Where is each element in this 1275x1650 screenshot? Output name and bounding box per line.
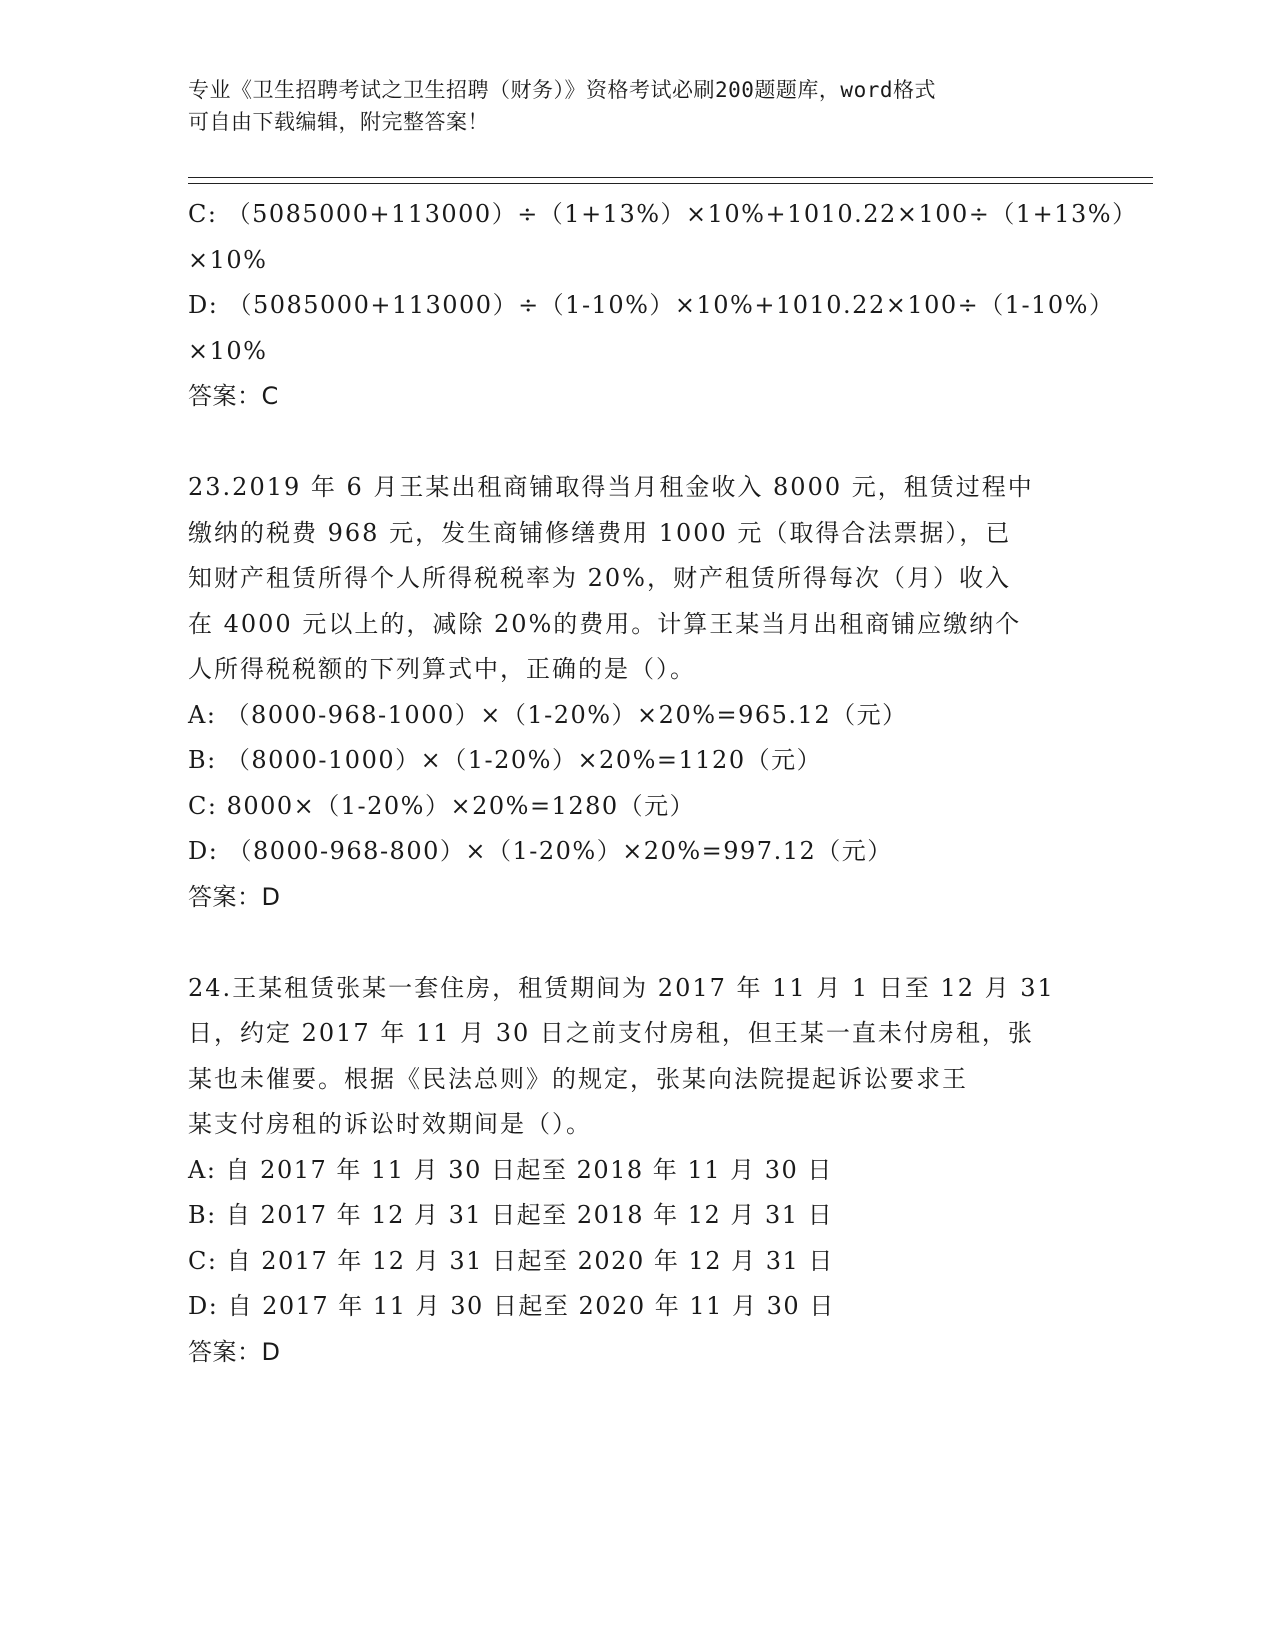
stem-line: 23.2019 年 6 月王某出租商铺取得当月租金收入 8000 元，租赁过程中 (188, 473, 1034, 501)
option-c: C: 自 2017 年 12 月 31 日起至 2020 年 12 月 31 日 (188, 1246, 834, 1275)
option-a: A: 自 2017 年 11 月 30 日起至 2018 年 11 月 30 日 (188, 1155, 833, 1184)
answer-line: 答案：D (188, 1337, 281, 1366)
header-title-line2: 可自由下载编辑，附完整答案！ (188, 110, 489, 134)
question-24 (188, 966, 1088, 1376)
spacer (188, 920, 1088, 966)
option-d: D: （8000-968-800）×（1-20%）×20%=997.12（元） (188, 837, 893, 865)
option-b: B: （8000-1000）×（1-20%）×20%=1120（元） (188, 746, 823, 774)
answer-line: 答案：C (188, 382, 279, 410)
header-title-line1: 专业《卫生招聘考试之卫生招聘（财务）》资格考试必刷200题题库，word格式 (188, 78, 936, 102)
option-d-line1: D: （5085000+113000）÷（1-10%）×10%+1010.22×100÷（1-10%） (188, 291, 1115, 319)
page-header (188, 74, 1078, 138)
question-23 (188, 465, 1088, 920)
stem-line: 24.王某租赁张某一套住房，租赁期间为 2017 年 11 月 1 日至 12 月 31 (188, 973, 1055, 1002)
prev-question-tail (188, 192, 1138, 420)
option-a: A: （8000-968-1000）×（1-20%）×20%=965.12（元） (188, 700, 908, 729)
stem-line: 人所得税税额的下列算式中，正确的是（）。 (188, 655, 696, 683)
option-d-line2: ×10% (188, 336, 268, 365)
stem-line: 缴纳的税费 968 元，发生商铺修缮费用 1000 元（取得合法票据），已 (188, 518, 1012, 547)
option-c-line2: ×10% (188, 245, 268, 274)
question-stem (188, 966, 1088, 1148)
stem-line: 某支付房租的诉讼时效期间是（）。 (188, 1110, 592, 1138)
option-c: C: 8000×（1-20%）×20%=1280（元） (188, 791, 696, 820)
option-d: D: 自 2017 年 11 月 30 日起至 2020 年 11 月 30 日 (188, 1292, 835, 1320)
stem-line: 日，约定 2017 年 11 月 30 日之前支付房租，但王某一直未付房租，张 (188, 1019, 1034, 1047)
header-divider-top (188, 177, 1153, 178)
header-divider-bottom (188, 183, 1153, 184)
document-body (188, 192, 1138, 1375)
option-b: B: 自 2017 年 12 月 31 日起至 2018 年 12 月 31 日 (188, 1201, 834, 1229)
question-stem (188, 465, 1088, 693)
stem-line: 某也未催要。根据《民法总则》的规定，张某向法院提起诉讼要求王 (188, 1064, 968, 1093)
stem-line: 在 4000 元以上的，减除 20%的费用。计算王某当月出租商铺应缴纳个 (188, 609, 1022, 638)
answer-line: 答案：D (188, 882, 281, 911)
stem-line: 知财产租赁所得个人所得税税率为 20%，财产租赁所得每次（月）收入 (188, 564, 1011, 592)
spacer (188, 420, 1088, 466)
option-c-line1: C: （5085000+113000）÷（1+13%）×10%+1010.22×100÷（1+13%） (188, 200, 1138, 228)
